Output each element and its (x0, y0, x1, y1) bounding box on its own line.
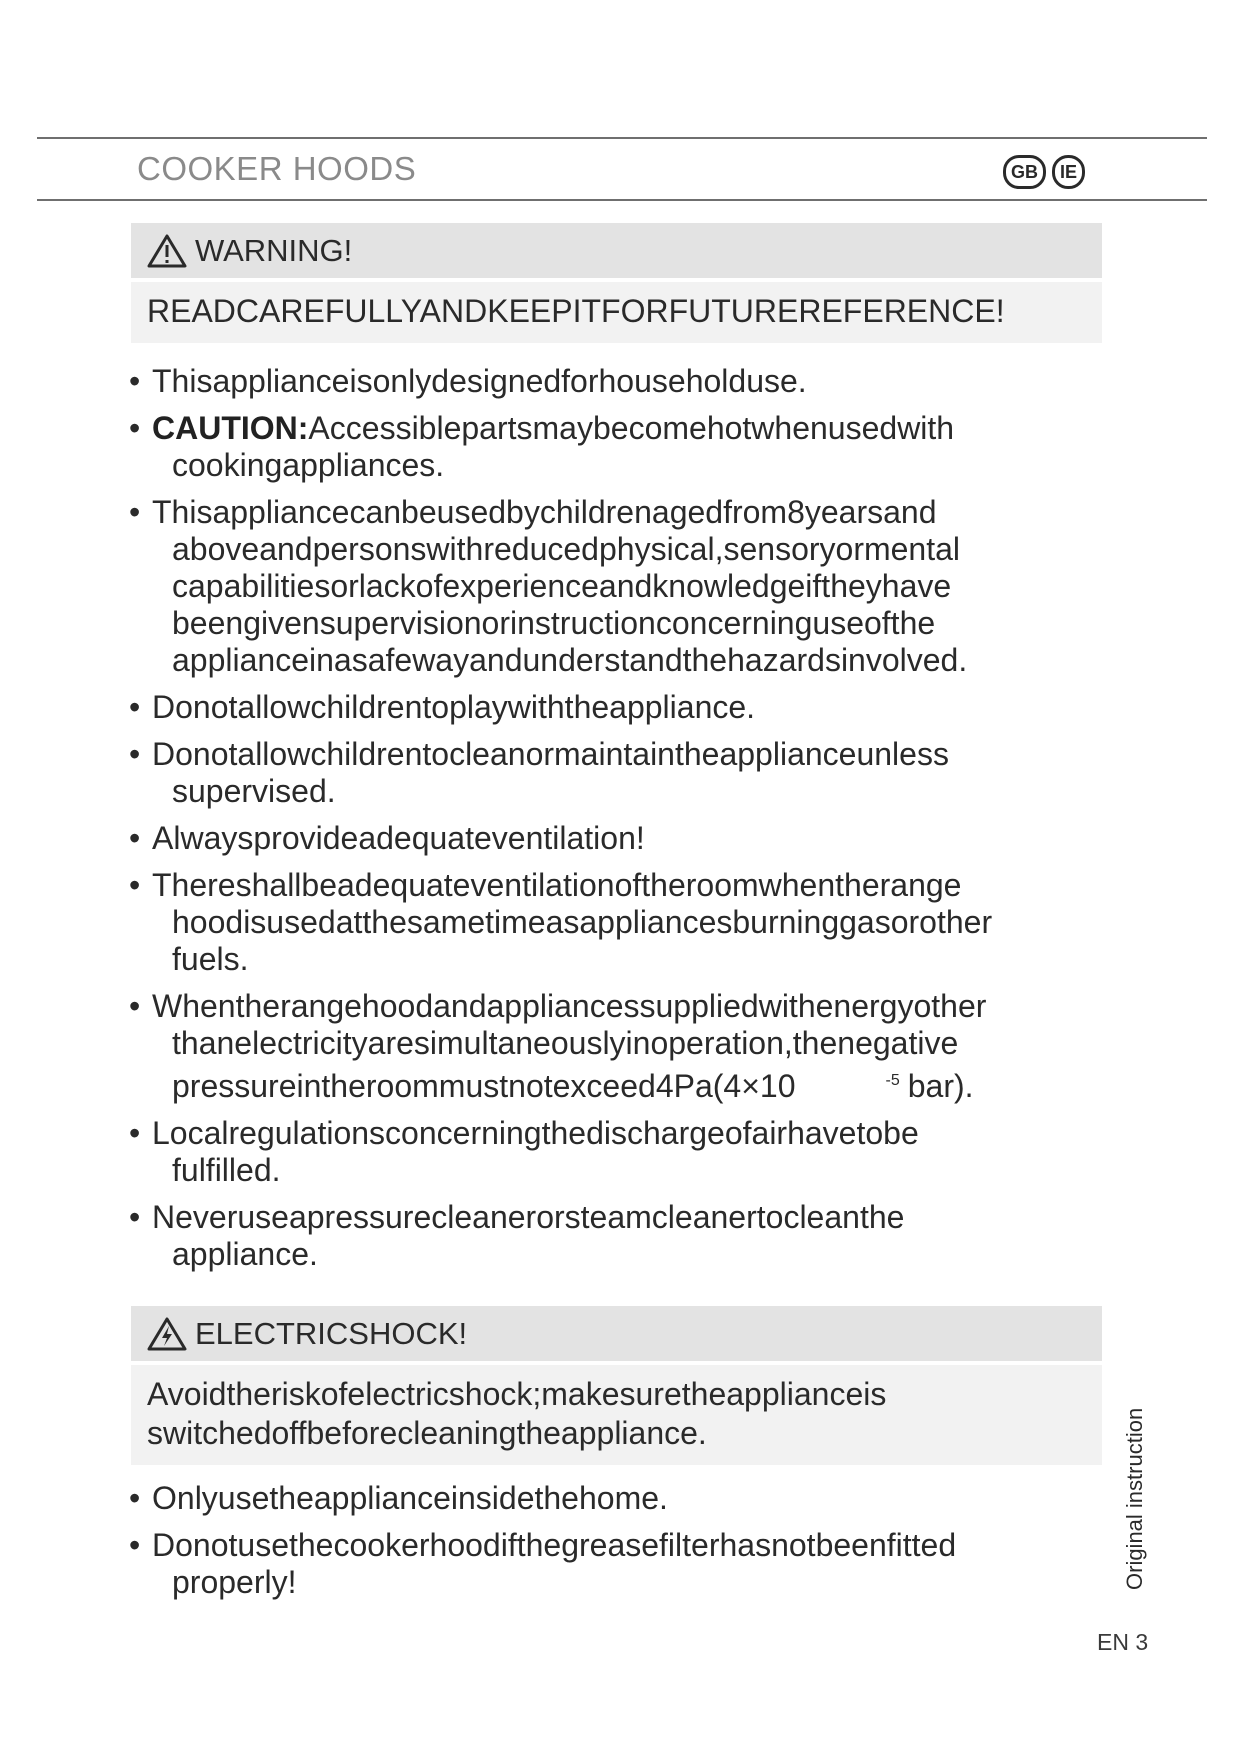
list-item (129, 867, 1129, 978)
list-item (129, 1199, 1129, 1273)
warning-triangle-icon (147, 234, 187, 268)
bullet-icon: • (129, 1480, 141, 1516)
electric-shock-body-line: Avoidtheriskofelectricshock;makesuretheapplianceis (147, 1376, 887, 1412)
exponent-superscript: -5 (885, 1072, 900, 1089)
list-item-text: capabilitiesorlackofexperienceandknowledgeiftheyhave (172, 568, 952, 604)
language-badge-ie: IE (1052, 155, 1085, 189)
list-item-line (152, 904, 1129, 941)
list-item-text: Localregulationsconcerningthedischargeofairhavetobe (152, 1115, 919, 1151)
list-item (129, 1527, 1129, 1601)
header-top-rule (37, 137, 1207, 139)
list-item-text: Thereshallbeadequateventilationoftheroomwhentherange (152, 867, 962, 903)
header-bottom-rule (37, 199, 1207, 201)
list-item-line (152, 1062, 1129, 1105)
caution-label: CAUTION: (152, 410, 309, 446)
bullet-icon: • (129, 867, 141, 903)
list-item-text: cookingappliances. (172, 447, 445, 483)
list-item-text: fulfilled. (172, 1152, 281, 1188)
warning-box (131, 223, 1102, 343)
warning-box-body: READCAREFULLYANDKEEPITFORFUTUREREFERENCE! (131, 282, 1102, 343)
list-item-text: beengivensupervisionorinstructionconcerninguseofthe (172, 605, 936, 641)
bullet-icon: • (129, 820, 141, 856)
list-item-line (152, 867, 1129, 904)
list-item (129, 1480, 1129, 1517)
list-item-text: Donotusethecookerhoodifthegreasefilterhasnotbeenfitted (152, 1527, 957, 1563)
bullet-icon: • (129, 1527, 141, 1563)
list-item-line (152, 941, 1129, 978)
list-item-line (152, 1236, 1129, 1273)
list-item (129, 494, 1129, 679)
list-item-line (152, 642, 1129, 679)
list-item (129, 410, 1129, 484)
bullet-icon: • (129, 736, 141, 772)
list-item-line (152, 447, 1129, 484)
list-item (129, 736, 1129, 810)
list-item-line (152, 410, 1129, 447)
list-item-line (152, 1152, 1129, 1189)
list-item-line (152, 494, 1129, 531)
bullet-icon: • (129, 1199, 141, 1235)
list-item-line (152, 531, 1129, 568)
list-item-text: Whentherangehoodandappliancessuppliedwithenergyother (152, 988, 987, 1024)
list-item (129, 820, 1129, 857)
list-item-text: Alwaysprovideadequateventilation! (152, 820, 645, 856)
warning-box-header (131, 223, 1102, 278)
list-item-text: fuels. (172, 941, 249, 977)
list-item-line (152, 363, 1129, 400)
electric-shock-title: ELECTRICSHOCK! (195, 1315, 468, 1351)
electric-shock-icon (147, 1317, 187, 1351)
list-item-text: aboveandpersonswithreducedphysical,sensoryormental (172, 531, 961, 567)
bullet-icon: • (129, 988, 141, 1024)
language-badges (1003, 155, 1085, 189)
list-item-line (152, 1199, 1129, 1236)
list-item (129, 363, 1129, 400)
list-item-text: Accessiblepartsmaybecomehotwhenusedwith (308, 410, 955, 446)
electric-shock-body-line: switchedoffbeforecleaningtheappliance. (147, 1415, 707, 1451)
warning-list (129, 363, 1129, 1283)
list-item-text: hoodisusedatthesametimeasappliancesburninggasorother (172, 904, 993, 940)
list-item-line (152, 1480, 1129, 1517)
language-badge-gb: GB (1003, 155, 1046, 189)
list-item-text: pressureintheroommustnotexceed4Pa(4×10 (172, 1068, 796, 1104)
page-number: EN 3 (1097, 1629, 1149, 1655)
electric-shock-box (131, 1306, 1102, 1465)
list-item (129, 1115, 1129, 1189)
list-item-line (152, 1115, 1129, 1152)
warning-title: WARNING! (195, 232, 353, 268)
list-item-line (152, 1527, 1129, 1564)
list-item-text: thanelectricityaresimultaneouslyinoperation,thenegative (172, 1025, 959, 1061)
list-item-line (152, 736, 1129, 773)
list-item-text: applianceinasafewayandunderstandthehazardsinvolved. (172, 642, 968, 678)
bullet-icon: • (129, 689, 141, 725)
list-item-line (152, 773, 1129, 810)
list-item-text: properly! (172, 1564, 297, 1600)
list-item-text: appliance. (172, 1236, 318, 1272)
bullet-icon: • (129, 410, 141, 446)
bullet-icon: • (129, 363, 141, 399)
electric-shock-box-body (131, 1365, 1102, 1465)
electric-shock-box-header (131, 1306, 1102, 1361)
list-item-line (152, 689, 1129, 726)
list-item-line (152, 568, 1129, 605)
list-item (129, 689, 1129, 726)
list-item-text: supervised. (172, 773, 336, 809)
list-item-text: Donotallowchildrentoplaywiththeappliance. (152, 689, 756, 725)
bullet-icon: • (129, 494, 141, 530)
list-item-line (152, 1025, 1129, 1062)
list-item-text: Neveruseapressurecleanerorsteamcleanertocleanthe (152, 1199, 905, 1235)
bullet-icon: • (129, 1115, 141, 1151)
list-item-text: Thisappliancecanbeusedbychildrenagedfrom8yearsand (152, 494, 937, 530)
original-instruction-label: Original instruction (1122, 1407, 1147, 1590)
list-item-text: Donotallowchildrentocleanormaintaintheapplianceunless (152, 736, 949, 772)
list-item (129, 988, 1129, 1105)
list-item-text: Thisapplianceisonlydesignedforhouseholduse. (152, 363, 807, 399)
electric-shock-list (129, 1480, 1129, 1611)
list-item-line (152, 605, 1129, 642)
list-item-text: bar). (907, 1068, 974, 1104)
list-item-line (152, 988, 1129, 1025)
page-title: COOKER HOODS (137, 150, 417, 187)
list-item-line (152, 820, 1129, 857)
list-item-line (152, 1564, 1129, 1601)
list-item-text: Onlyusetheapplianceinsidethehome. (152, 1480, 668, 1516)
